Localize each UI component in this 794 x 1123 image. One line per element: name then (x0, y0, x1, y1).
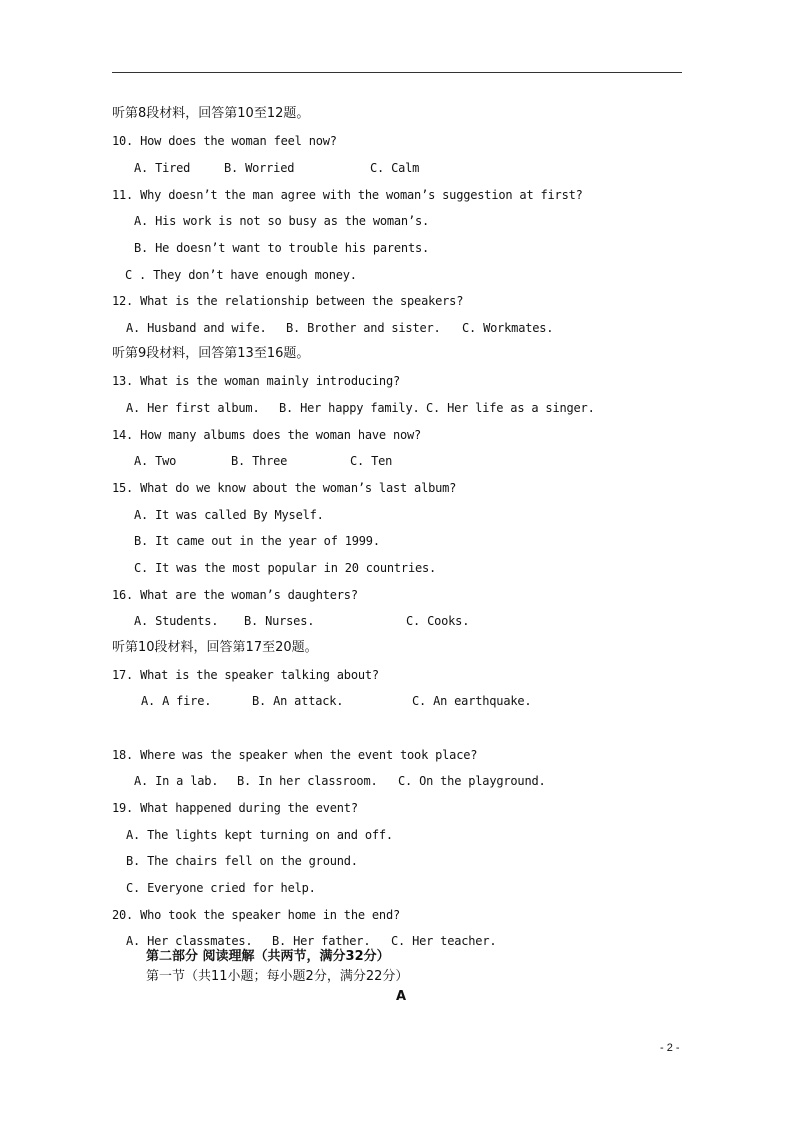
question-16-option-a: A. Students. (134, 614, 219, 628)
question-15-option-a: A. It was called By Myself. (134, 508, 324, 522)
header-rule (112, 72, 682, 73)
question-20-stem: 20. Who took the speaker home in the end? (112, 908, 401, 922)
question-10-option-a: A. Tired (134, 161, 191, 175)
question-18-option-c: C. On the playground. (398, 774, 546, 788)
question-10-option-b: B. Worried (224, 161, 295, 175)
part-2-title: 第二部分 阅读理解（共两节，满分32分） (146, 949, 390, 964)
question-13-stem: 13. What is the woman mainly introducing? (112, 374, 401, 388)
passage-label: A (396, 989, 407, 1004)
question-12-stem: 12. What is the relationship between the speakers? (112, 294, 464, 308)
question-19-option-a: A. The lights kept turning on and off. (126, 828, 393, 842)
question-20-option-b: B. Her father. (272, 934, 371, 948)
question-11-option-c: C . They don’t have enough money. (125, 268, 357, 282)
question-17-option-c: C. An earthquake. (412, 694, 532, 708)
question-18-stem: 18. Where was the speaker when the event took place? (112, 748, 478, 762)
section-9-instruction: 听第9段材料，回答第13至16题。 (112, 346, 310, 361)
question-16-option-b: B. Nurses. (244, 614, 315, 628)
question-14-option-a: A. Two (134, 454, 177, 468)
question-17-option-b: B. An attack. (252, 694, 344, 708)
question-11-stem: 11. Why doesn’t the man agree with the woman’s suggestion at first? (112, 188, 583, 202)
question-17-stem: 17. What is the speaker talking about? (112, 668, 379, 682)
question-18-option-a: A. In a lab. (134, 774, 219, 788)
question-14-stem: 14. How many albums does the woman have now? (112, 428, 422, 442)
part-2-section-1-subtitle: 第一节（共11小题；每小题2分，满分22分） (146, 969, 409, 984)
question-15-stem: 15. What do we know about the woman’s last album? (112, 481, 457, 495)
question-12-option-b: B. Brother and sister. (286, 321, 441, 335)
question-14-option-c: C. Ten (350, 454, 393, 468)
question-15-option-b: B. It came out in the year of 1999. (134, 534, 380, 548)
question-11-option-b: B. He doesn’t want to trouble his parents. (134, 241, 430, 255)
question-15-option-c: C. It was the most popular in 20 countries. (134, 561, 437, 575)
question-12-option-a: A. Husband and wife. (126, 321, 267, 335)
section-10-instruction: 听第10段材料，回答第17至20题。 (112, 640, 318, 655)
question-16-option-c: C. Cooks. (406, 614, 470, 628)
question-14-option-b: B. Three (231, 454, 288, 468)
question-16-stem: 16. What are the woman’s daughters? (112, 588, 358, 602)
question-13-option-c: C. Her life as a singer. (426, 401, 595, 415)
question-19-stem: 19. What happened during the event? (112, 801, 358, 815)
question-19-option-b: B. The chairs fell on the ground. (126, 854, 358, 868)
page-number: - 2 - (660, 1042, 680, 1054)
question-13-option-b: B. Her happy family. (279, 401, 420, 415)
question-19-option-c: C. Everyone cried for help. (126, 881, 316, 895)
question-12-option-c: C. Workmates. (462, 321, 554, 335)
question-13-option-a: A. Her first album. (126, 401, 260, 415)
question-20-option-c: C. Her teacher. (391, 934, 497, 948)
question-17-option-a: A. A fire. (141, 694, 212, 708)
question-11-option-a: A. His work is not so busy as the woman’s. (134, 214, 430, 228)
section-8-instruction: 听第8段材料，回答第10至12题。 (112, 106, 310, 121)
question-10-option-c: C. Calm (370, 161, 420, 175)
question-18-option-b: B. In her classroom. (237, 774, 378, 788)
question-20-option-a: A. Her classmates. (126, 934, 253, 948)
question-10-stem: 10. How does the woman feel now? (112, 134, 337, 148)
